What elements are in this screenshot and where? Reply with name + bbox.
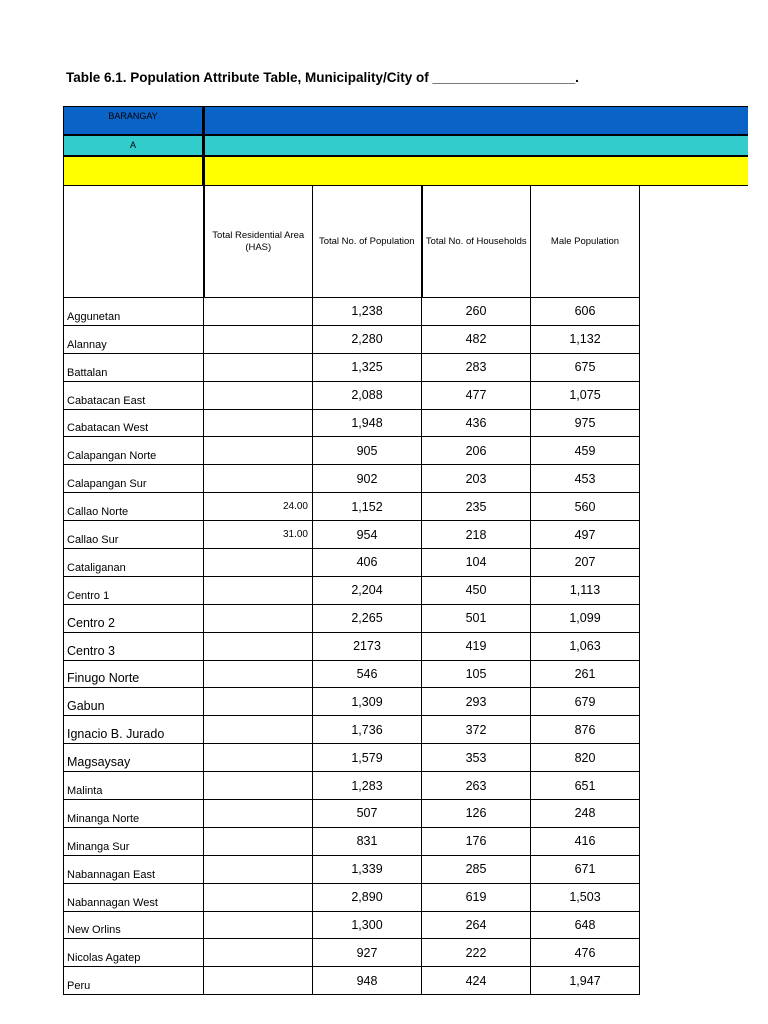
residential-area-cell <box>204 353 313 381</box>
table-row <box>64 604 640 632</box>
barangay-name-cell: Calapangan Sur <box>64 465 204 493</box>
households-cell: 235 <box>422 493 531 521</box>
population-cell: 2,890 <box>313 883 422 911</box>
male-population-cell: 560 <box>531 493 640 521</box>
households-cell: 203 <box>422 465 531 493</box>
barangay-name-cell: Minanga Norte <box>64 800 204 828</box>
barangay-name-cell: Aggunetan <box>64 298 204 326</box>
table-row <box>64 298 640 326</box>
population-cell: 406 <box>313 549 422 577</box>
male-population-cell: 671 <box>531 855 640 883</box>
table-row <box>64 827 640 855</box>
male-population-cell: 975 <box>531 409 640 437</box>
barangay-name-cell: Centro 3 <box>64 632 204 660</box>
residential-area-cell <box>204 800 313 828</box>
column-header-male-population: Male Population <box>531 186 640 298</box>
barangay-name-cell: Calapangan Norte <box>64 437 204 465</box>
barangay-name-cell: Gabun <box>64 688 204 716</box>
male-population-cell: 675 <box>531 353 640 381</box>
male-population-cell: 1,132 <box>531 325 640 353</box>
male-population-cell: 1,063 <box>531 632 640 660</box>
population-cell: 1,309 <box>313 688 422 716</box>
barangay-name-cell: Cataliganan <box>64 549 204 577</box>
table-row <box>64 660 640 688</box>
table-row <box>64 772 640 800</box>
households-cell: 222 <box>422 939 531 967</box>
male-population-cell: 648 <box>531 911 640 939</box>
households-cell: 436 <box>422 409 531 437</box>
households-cell: 263 <box>422 772 531 800</box>
male-population-cell: 261 <box>531 660 640 688</box>
header-band-yellow-fill <box>203 156 748 186</box>
residential-area-cell <box>204 772 313 800</box>
households-cell: 218 <box>422 521 531 549</box>
male-population-cell: 606 <box>531 298 640 326</box>
male-population-cell: 820 <box>531 744 640 772</box>
households-cell: 283 <box>422 353 531 381</box>
residential-area-cell <box>204 632 313 660</box>
male-population-cell: 651 <box>531 772 640 800</box>
population-cell: 1,238 <box>313 298 422 326</box>
population-cell: 954 <box>313 521 422 549</box>
residential-area-cell <box>204 465 313 493</box>
barangay-name-cell: Centro 2 <box>64 604 204 632</box>
residential-area-cell <box>204 660 313 688</box>
residential-area-cell <box>204 549 313 577</box>
barangay-name-cell: Magsaysay <box>64 744 204 772</box>
residential-area-cell <box>204 911 313 939</box>
residential-area-cell: 31.00 <box>204 521 313 549</box>
barangay-name-cell: Ignacio B. Jurado <box>64 716 204 744</box>
barangay-name-cell: Finugo Norte <box>64 660 204 688</box>
population-cell: 1,152 <box>313 493 422 521</box>
barangay-name-cell: Cabatacan West <box>64 409 204 437</box>
male-population-cell: 1,113 <box>531 576 640 604</box>
table-row <box>64 883 640 911</box>
residential-area-cell <box>204 855 313 883</box>
barangay-name-cell: Minanga Sur <box>64 827 204 855</box>
barangay-name-cell: Cabatacan East <box>64 381 204 409</box>
table-row <box>64 493 640 521</box>
table-row <box>64 521 640 549</box>
households-cell: 372 <box>422 716 531 744</box>
households-cell: 353 <box>422 744 531 772</box>
table-row <box>64 409 640 437</box>
population-cell: 2173 <box>313 632 422 660</box>
table-row <box>64 744 640 772</box>
column-header-barangay <box>64 186 204 298</box>
population-cell: 2,088 <box>313 381 422 409</box>
male-population-cell: 207 <box>531 549 640 577</box>
population-cell: 2,204 <box>313 576 422 604</box>
table-row <box>64 911 640 939</box>
barangay-name-cell: Alannay <box>64 325 204 353</box>
male-population-cell: 476 <box>531 939 640 967</box>
barangay-name-cell: Nabannagan East <box>64 855 204 883</box>
column-header-residential-area: Total Residential Area (HAS) <box>204 186 313 298</box>
barangay-name-cell: Centro 1 <box>64 576 204 604</box>
population-cell: 1,736 <box>313 716 422 744</box>
population-cell: 1,579 <box>313 744 422 772</box>
residential-area-cell: 24.00 <box>204 493 313 521</box>
households-cell: 477 <box>422 381 531 409</box>
residential-area-cell <box>204 716 313 744</box>
population-cell: 2,265 <box>313 604 422 632</box>
population-cell: 927 <box>313 939 422 967</box>
residential-area-cell <box>204 744 313 772</box>
population-cell: 2,280 <box>313 325 422 353</box>
households-cell: 293 <box>422 688 531 716</box>
residential-area-cell <box>204 325 313 353</box>
table-row <box>64 465 640 493</box>
population-cell: 1,948 <box>313 409 422 437</box>
table-row <box>64 325 640 353</box>
column-a-label: A <box>63 135 203 156</box>
male-population-cell: 679 <box>531 688 640 716</box>
households-cell: 285 <box>422 855 531 883</box>
table-row <box>64 688 640 716</box>
population-cell: 1,339 <box>313 855 422 883</box>
residential-area-cell <box>204 688 313 716</box>
households-cell: 501 <box>422 604 531 632</box>
barangay-name-cell: Nabannagan West <box>64 883 204 911</box>
residential-area-cell <box>204 298 313 326</box>
column-header-population: Total No. of Population <box>313 186 422 298</box>
residential-area-cell <box>204 381 313 409</box>
barangay-name-cell: Malinta <box>64 772 204 800</box>
table-row <box>64 381 640 409</box>
population-cell: 507 <box>313 800 422 828</box>
population-table <box>63 185 640 995</box>
households-cell: 105 <box>422 660 531 688</box>
residential-area-cell <box>204 437 313 465</box>
column-header-households: Total No. of Households <box>422 186 531 298</box>
male-population-cell: 1,075 <box>531 381 640 409</box>
households-cell: 419 <box>422 632 531 660</box>
households-cell: 206 <box>422 437 531 465</box>
barangay-name-cell: New Orlins <box>64 911 204 939</box>
barangay-label: BARANGAY <box>63 106 203 135</box>
table-row <box>64 855 640 883</box>
table-row <box>64 549 640 577</box>
barangay-name-cell: Callao Norte <box>64 493 204 521</box>
population-cell: 831 <box>313 827 422 855</box>
households-cell: 260 <box>422 298 531 326</box>
male-population-cell: 453 <box>531 465 640 493</box>
residential-area-cell <box>204 576 313 604</box>
households-cell: 126 <box>422 800 531 828</box>
table-row <box>64 716 640 744</box>
residential-area-cell <box>204 604 313 632</box>
households-cell: 264 <box>422 911 531 939</box>
population-cell: 902 <box>313 465 422 493</box>
table-row <box>64 437 640 465</box>
households-cell: 619 <box>422 883 531 911</box>
header-band-teal-fill <box>203 135 748 156</box>
table-row <box>64 800 640 828</box>
barangay-name-cell: Peru <box>64 967 204 995</box>
table-title: Table 6.1. Population Attribute Table, Municipality/City of ___________________. <box>66 70 579 85</box>
male-population-cell: 876 <box>531 716 640 744</box>
male-population-cell: 248 <box>531 800 640 828</box>
residential-area-cell <box>204 939 313 967</box>
barangay-name-cell: Callao Sur <box>64 521 204 549</box>
population-cell: 1,283 <box>313 772 422 800</box>
male-population-cell: 1,099 <box>531 604 640 632</box>
table-row <box>64 632 640 660</box>
barangay-name-cell: Battalan <box>64 353 204 381</box>
households-cell: 482 <box>422 325 531 353</box>
table-row <box>64 967 640 995</box>
population-cell: 948 <box>313 967 422 995</box>
barangay-name-cell: Nicolas Agatep <box>64 939 204 967</box>
residential-area-cell <box>204 967 313 995</box>
table-row <box>64 576 640 604</box>
residential-area-cell <box>204 827 313 855</box>
column-header-row <box>64 186 640 298</box>
male-population-cell: 1,503 <box>531 883 640 911</box>
population-cell: 546 <box>313 660 422 688</box>
male-population-cell: 1,947 <box>531 967 640 995</box>
households-cell: 176 <box>422 827 531 855</box>
table-row <box>64 939 640 967</box>
population-cell: 1,325 <box>313 353 422 381</box>
table-row <box>64 353 640 381</box>
yellow-band-label <box>63 156 203 186</box>
population-cell: 1,300 <box>313 911 422 939</box>
households-cell: 424 <box>422 967 531 995</box>
population-cell: 905 <box>313 437 422 465</box>
residential-area-cell <box>204 409 313 437</box>
male-population-cell: 416 <box>531 827 640 855</box>
residential-area-cell <box>204 883 313 911</box>
male-population-cell: 459 <box>531 437 640 465</box>
households-cell: 450 <box>422 576 531 604</box>
male-population-cell: 497 <box>531 521 640 549</box>
households-cell: 104 <box>422 549 531 577</box>
header-band-blue-fill <box>203 106 748 135</box>
